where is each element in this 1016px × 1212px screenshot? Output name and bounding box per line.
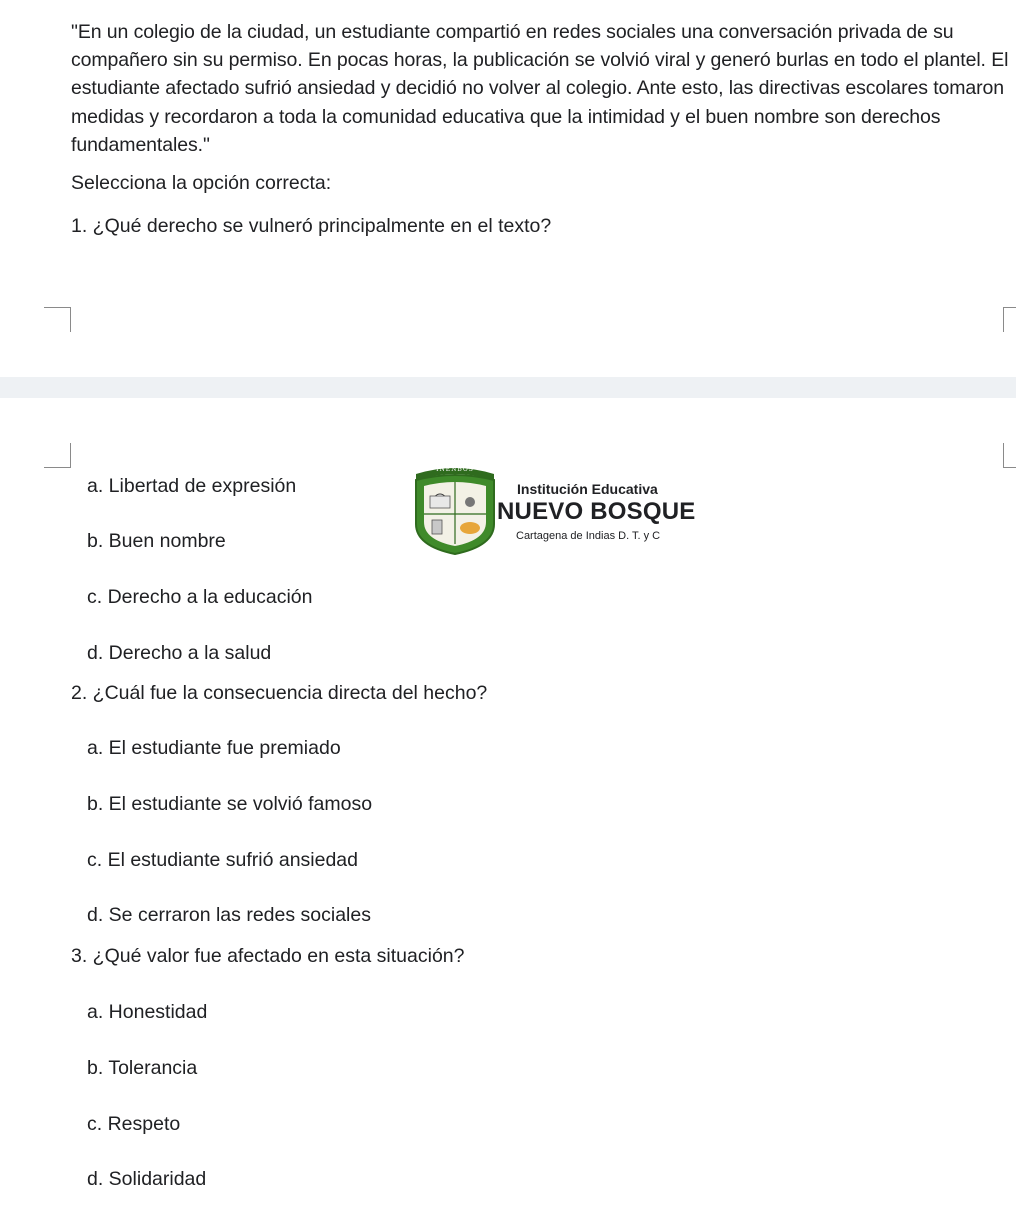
- instruction-text: Selecciona la opción correcta:: [71, 172, 332, 194]
- crop-mark-bottom-right: [1003, 443, 1016, 468]
- q3-option-b[interactable]: b. Tolerancia: [87, 1057, 198, 1079]
- shield-banner-text: INENBOS: [436, 466, 474, 473]
- cut-off-text-bottom: [0, 1204, 1016, 1212]
- logo-school-name: NUEVO BOSQUE: [497, 498, 696, 525]
- question-3: 3. ¿Qué valor fue afectado en esta situación?: [71, 945, 465, 967]
- q3-option-a[interactable]: a. Honestidad: [87, 1001, 208, 1023]
- q1-option-c[interactable]: c. Derecho a la educación: [87, 586, 313, 608]
- q2-option-b[interactable]: b. El estudiante se volvió famoso: [87, 793, 373, 815]
- q2-option-c[interactable]: c. El estudiante sufrió ansiedad: [87, 849, 359, 871]
- school-logo: [410, 462, 500, 558]
- q2-option-d[interactable]: d. Se cerraron las redes sociales: [87, 904, 371, 926]
- logo-institution-label: Institución Educativa: [517, 481, 658, 497]
- q3-option-d[interactable]: d. Solidaridad: [87, 1168, 207, 1190]
- question-2: 2. ¿Cuál fue la consecuencia directa del hecho?: [71, 682, 488, 704]
- page-separator-band: [0, 377, 1016, 398]
- q1-option-d[interactable]: d. Derecho a la salud: [87, 642, 272, 664]
- school-shield-icon: [410, 462, 500, 558]
- crop-mark-bottom-left: [44, 443, 71, 468]
- q2-option-a[interactable]: a. El estudiante fue premiado: [87, 737, 341, 759]
- q1-option-a[interactable]: a. Libertad de expresión: [87, 475, 297, 497]
- cut-off-text-top: [0, 0, 1016, 6]
- passage-text: "En un colegio de la ciudad, un estudiante compartió en redes sociales una conversación privada de su compañero sin su permiso. En pocas horas, la publicación se volvió viral y generó burlas en todo el plantel. El estudiante afectado sufrió ansiedad y decidió no volver al colegio. Ante esto, las directivas escolares tomaron medidas y recordaron a toda la comunidad educativa que la intimidad y el buen nombre son derechos fundamentales.": [71, 21, 1009, 156]
- crop-mark-top-right: [1003, 307, 1016, 332]
- crop-mark-top-left: [44, 307, 71, 332]
- q1-option-b[interactable]: b. Buen nombre: [87, 530, 226, 552]
- q3-option-c[interactable]: c. Respeto: [87, 1113, 181, 1135]
- question-1: 1. ¿Qué derecho se vulneró principalmente en el texto?: [71, 215, 552, 237]
- logo-city: Cartagena de Indias D. T. y C: [516, 530, 661, 542]
